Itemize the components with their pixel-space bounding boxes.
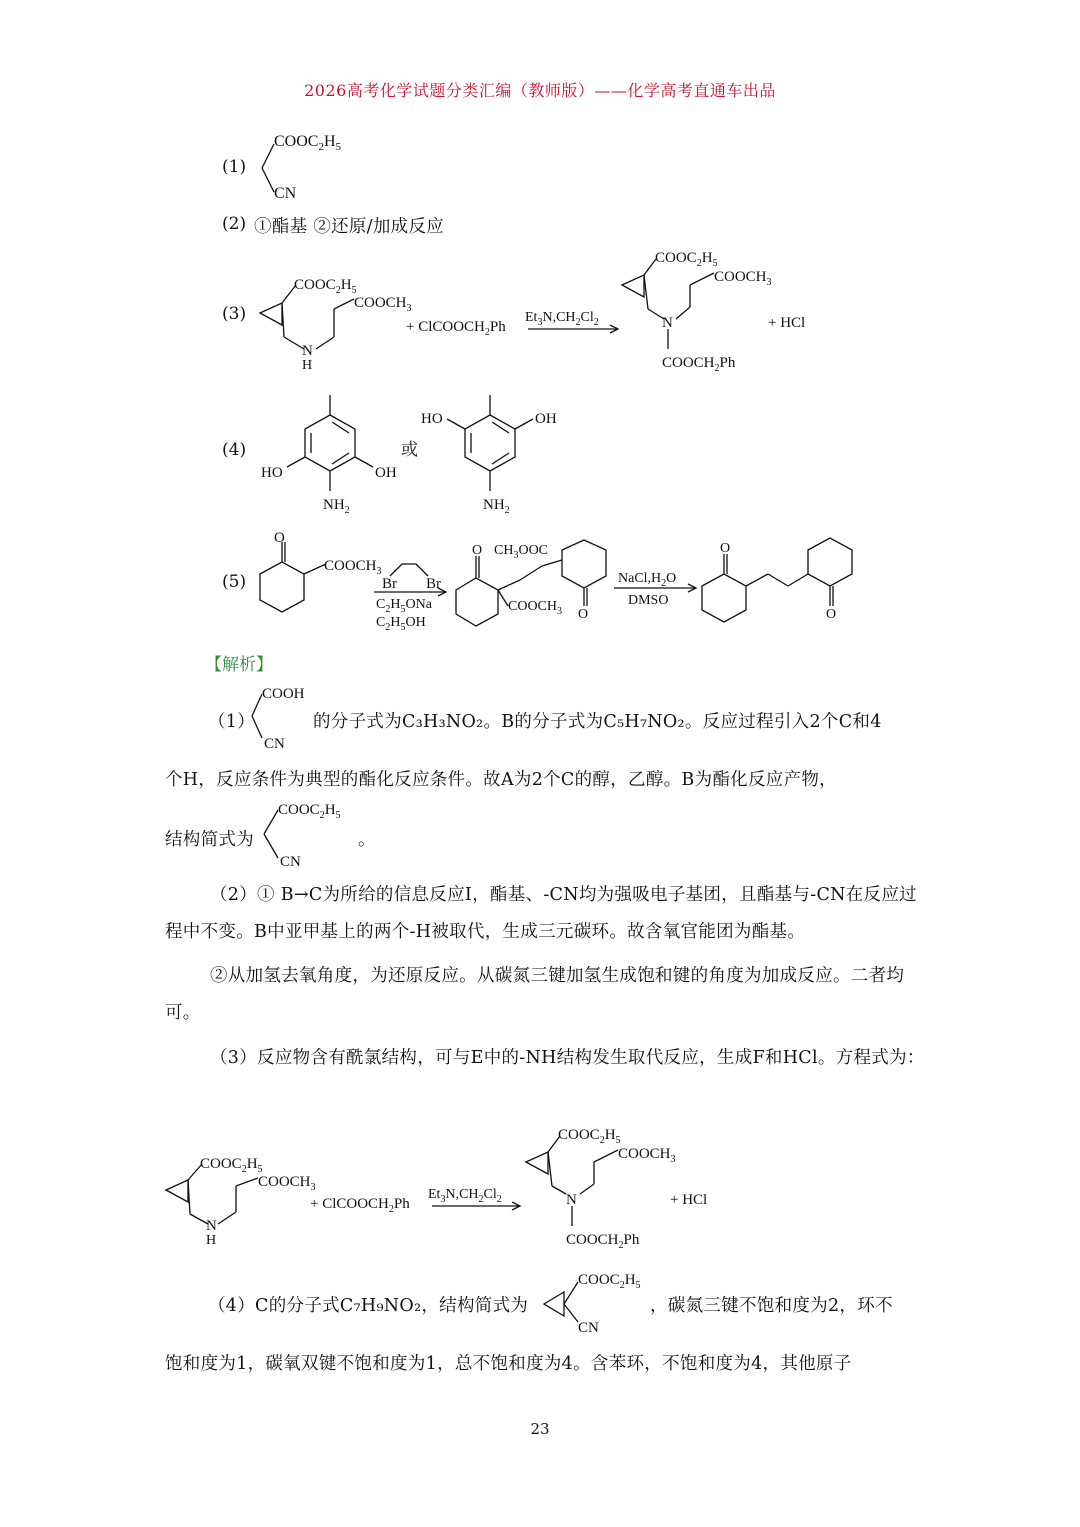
svg-text:COOCH3: $COOCH_3$ <box>324 558 382 577</box>
answer-5-label: (5) <box>222 572 247 592</box>
svg-text:CN: CN <box>274 185 297 202</box>
answer-2-label: (2) <box>222 214 247 234</box>
svg-text:COOC2H5: $COOC_2H_5$ <box>578 1272 641 1291</box>
svg-text:Et3N,CH2Cl2: $Et_3N,CH_2Cl_2$ <box>525 310 599 328</box>
answer-3-label: (3) <box>222 304 247 324</box>
svg-text:HO: HO <box>421 411 443 427</box>
analysis-3-equation <box>160 1122 780 1252</box>
answer-5-scheme <box>250 530 870 630</box>
svg-text:HO: HO <box>261 465 283 481</box>
svg-text:C2H5ONa: $C_2H_5ONa$ <box>376 597 432 615</box>
svg-text:OH: OH <box>375 465 397 481</box>
analysis-3: （3）反应物含有酰氯结构，可与E中的-NH结构发生取代反应，生成F和HCl。方程式为： <box>210 1048 925 1068</box>
svg-text:CH3OOC: $CH_3OOC$ <box>494 543 549 561</box>
svg-text:CN: CN <box>280 854 301 870</box>
svg-text:O: O <box>274 530 285 546</box>
svg-text:O: O <box>578 607 589 622</box>
svg-text:H: H <box>206 1233 217 1248</box>
svg-text:COOC2H5: $COOC_2H_5$ <box>294 277 357 296</box>
svg-text:COOCH3: $COOCH_3$ <box>508 599 563 617</box>
answer-4-label: (4) <box>222 440 247 460</box>
analysis-1-text3: 结构简式为 <box>165 830 254 850</box>
svg-text:COOCH3: $COOCH_3$ <box>714 269 772 288</box>
analysis-1-structure <box>244 682 324 754</box>
svg-text:+ HCl: + HCl <box>768 315 806 331</box>
svg-text:+ ClCOOCH2Ph: + ClCOOCH$_2$Ph <box>310 1196 410 1215</box>
answer-4-structures <box>255 385 585 515</box>
svg-text:NaCl,H2O: $NaCl,H_2O$ <box>618 571 677 589</box>
svg-text:N: N <box>302 343 313 359</box>
page-header: 2026高考化学试题分类汇编（教师版）——化学高考直通车出品 <box>304 81 776 100</box>
svg-text:Br: Br <box>426 576 441 592</box>
svg-text:+ ClCOOCH2Ph: + ClCOOCH$_2$Ph <box>406 319 506 338</box>
answer-3-equation <box>250 245 850 375</box>
svg-text:CN: CN <box>578 1320 599 1336</box>
svg-text:O: O <box>720 541 731 556</box>
analysis-4-prefix: （4）C的分子式C₇H₉NO₂，结构简式为 <box>208 1296 529 1316</box>
svg-text:+ HCl: + HCl <box>670 1192 708 1208</box>
analysis-1-text2: 个H，反应条件为典型的酯化反应条件。故A为2个C的醇，乙醇。B为酯化反应产物， <box>165 770 837 790</box>
svg-text:Et3N,CH2Cl2: $Et_3N,CH_2Cl_2$ <box>428 1187 502 1205</box>
answer-1-label: (1) <box>222 157 247 177</box>
analysis-2: （2）① B→C为所给的信息反应I，酯基、-CN均为强吸电子基团，且酯基与-CN在反应过程中不变。B中亚甲基上的两个-H被取代，生成三元碳环。故含氧官能团为酯基。 <box>165 885 917 942</box>
svg-text:COOC2H5: $COOC_2H_5$ <box>278 802 341 821</box>
svg-text:COOH: COOH <box>262 686 305 702</box>
svg-text:NH2: $NH_2$ <box>483 497 510 515</box>
analysis-tag: 【解析】 <box>205 655 273 675</box>
analysis-1-prefix: （1） <box>208 712 256 732</box>
svg-text:COOCH3: $COOCH_3$ <box>258 1174 316 1193</box>
svg-text:COOC2H5: $COOC_2H_5$ <box>200 1156 263 1175</box>
svg-text:COOC2H5: $COOC_2H_5$ <box>558 1127 621 1146</box>
answer-2-text: ①酯基 ②还原/加成反应 <box>254 217 445 237</box>
page-number: 23 <box>530 1420 550 1438</box>
analysis-2b: ②从加氢去氧角度，为还原反应。从碳氮三键加氢生成饱和键的角度为加成反应。二者均可。 <box>165 966 905 1023</box>
answer-1-structure <box>250 128 390 208</box>
svg-text:NH2: $NH_2$ <box>323 497 350 515</box>
svg-text:O: O <box>472 543 483 558</box>
analysis-1-end: 。 <box>358 830 376 850</box>
svg-text:Br: Br <box>382 576 397 592</box>
svg-text:H: H <box>302 358 313 373</box>
svg-text:N: N <box>662 315 673 331</box>
svg-text:COOCH2Ph: $COOCH_2Ph$ <box>662 355 736 374</box>
svg-text:N: N <box>206 1218 217 1234</box>
analysis-4-suffix: ，碳氮三键不饱和度为2，环不 <box>650 1296 893 1316</box>
svg-text:COOC2H5: $COOC_2H_5$ <box>655 250 718 269</box>
svg-text:C2H5OH: $C_2H_5OH$ <box>376 615 426 630</box>
analysis-1-structure-b <box>258 798 368 872</box>
svg-text:COOC2H5: $COOC_2H_5$ <box>274 133 342 153</box>
analysis-4-structure <box>540 1268 650 1340</box>
svg-text:COOCH3: $COOCH_3$ <box>354 295 412 314</box>
analysis-1-text: 的分子式为C₃H₃NO₂。B的分子式为C₅H₇NO₂。反应过程引入2个C和4 <box>313 712 882 732</box>
svg-text:CN: CN <box>264 736 285 752</box>
svg-text:N: N <box>566 1192 577 1208</box>
svg-text:O: O <box>826 607 837 622</box>
svg-text:COOCH3: $COOCH_3$ <box>618 1146 676 1165</box>
svg-text:DMSO: DMSO <box>628 593 669 608</box>
svg-text:或: 或 <box>401 440 418 459</box>
svg-text:OH: OH <box>535 411 557 427</box>
analysis-4-text2: 饱和度为1，碳氧双键不饱和度为1，总不饱和度为4。含苯环，不饱和度为4，其他原子 <box>165 1354 852 1374</box>
svg-text:COOCH2Ph: $COOCH_2Ph$ <box>566 1232 640 1251</box>
